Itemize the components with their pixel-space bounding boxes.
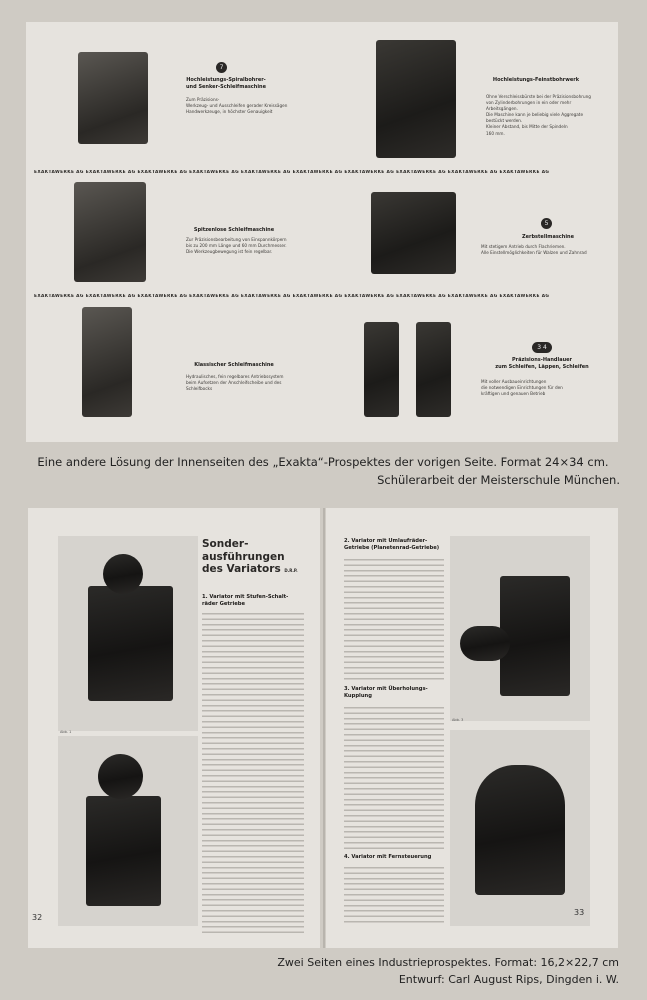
caption-variator <box>277 954 619 988</box>
caption-line-2: Entwurf: Carl August Rips, Dingden i. W. <box>398 973 619 987</box>
variator-photo-4 <box>450 730 590 926</box>
caption-line-1: Eine andere Lösung der Innenseiten des „Exakta“-Prospektes der vorigen Seite. Format 24×34 cm. <box>37 455 609 469</box>
machine-photo-3 <box>74 182 146 282</box>
machine-title: Hochleistungs-Spiralbohrer- und Senker-Schleifmaschine <box>186 77 266 90</box>
caption-line-1: Zwei Seiten eines Industrieprospektes. Format: 16,2×22,7 cm <box>277 956 619 969</box>
brand-strip: EXAKTAWERKE AG EXAKTAWERKE AG EXAKTAWERKE AG EXAKTAWERKE AG EXAKTAWERKE AG EXAKTAWERKE AG EXAKTAWERKE AG EXAKTAWERKE AG EXAKTAWERKE AG EXAKTAWERKE AG <box>34 294 550 299</box>
body-text <box>344 556 444 681</box>
body-text <box>344 704 444 849</box>
machine-photo-1 <box>78 52 148 144</box>
subsection-title: 1. Variator mit Stufen-Schalt- räder Getriebe <box>202 594 289 607</box>
body-text <box>344 864 444 926</box>
variator-photo-2 <box>58 736 198 926</box>
variator-photo-3 <box>450 536 590 721</box>
machine-photo-2 <box>376 40 456 158</box>
page-number: 33 <box>574 908 585 917</box>
exakta-brochure-panel <box>26 22 618 442</box>
machine-description: Ohne Verschleissbürste bei der Präzisionsbohrung von Zylinderbohrungen in ein oder mehr Arbeitsgängen. Die Maschine kann je beliebig viele Aggregate bestückt werden. Kleiner Abstand, bis Mitte der Spindeln 160 mm. <box>486 94 591 136</box>
subsection-title: 4. Variator mit Fernsteuerung <box>344 854 432 860</box>
figure-caption: Abb. 3 <box>452 718 464 722</box>
page-number: 32 <box>32 913 43 922</box>
machine-photo-4 <box>371 192 456 274</box>
caption-exakta <box>26 454 620 490</box>
subsection-title: 2. Variator mit Umlaufräder- Getriebe (Planetenrad-Getriebe) <box>344 538 440 551</box>
brochure-page-left <box>28 508 320 948</box>
machine-description: Zum Präzisions- Werkzeug- und Ausschleifen gerader Kreissägen Handwerkzeuge, in höchster Genauigkeit <box>186 97 288 115</box>
brochure-page-right <box>326 508 618 948</box>
machine-number-badge: 7 <box>216 62 227 73</box>
machine-title: Klassischer Schleifmaschine <box>194 362 274 368</box>
caption-line-2: Schülerarbeit der Meisterschule München. <box>377 472 620 487</box>
gutter <box>323 508 325 948</box>
machine-photo-6a <box>364 322 399 417</box>
body-text <box>202 610 304 935</box>
machine-photo-6b <box>416 322 451 417</box>
figure-caption: Abb. 1 <box>60 730 72 734</box>
machine-title: Hochleistungs-Feinstbohrwerk <box>492 77 580 83</box>
section-heading: Sonder- ausführungen des Variators D.R.P. <box>202 538 298 576</box>
machine-photo-5 <box>82 307 132 417</box>
machine-description: Mit voller Ausbaueinrichtungen die notwendigen Einrichtungen für den kräftigen und genauen Betrieb <box>481 379 563 397</box>
machine-title: Präzisions-Handlauer zum Schleifen, Läppen, Schleifen <box>495 357 589 370</box>
machine-title: Spitzenlose Schleifmaschine <box>193 227 275 233</box>
subsection-title: 3. Variator mit Überholungs- Kupplung <box>344 686 428 699</box>
machine-number-badge: 5 <box>541 218 552 229</box>
machine-number-badge: 3 4 <box>532 342 552 353</box>
machine-title: Zerbstellmaschine <box>522 234 574 240</box>
machine-description: Hydraulisches, fein regelbares Antriebssystem beim Aufsetzen der Anschleifscheibe und des Schleifbocks <box>186 374 284 392</box>
variator-photo-1 <box>58 536 198 731</box>
machine-description: Zur Präzisionsbearbeitung von Einspannkörpern bis zu 200 mm Länge und 60 mm Durchmesser. Die Werkzeugbewegung ist fein regelbar. <box>186 237 287 255</box>
machine-description: Mit stetigem Antrieb durch Flachriemen. Alle Einstellmöglichkeiten für Walzen und Zahnrad <box>481 244 587 256</box>
brand-strip: EXAKTAWERKE AG EXAKTAWERKE AG EXAKTAWERKE AG EXAKTAWERKE AG EXAKTAWERKE AG EXAKTAWERKE AG EXAKTAWERKE AG EXAKTAWERKE AG EXAKTAWERKE AG EXAKTAWERKE AG <box>34 170 550 175</box>
